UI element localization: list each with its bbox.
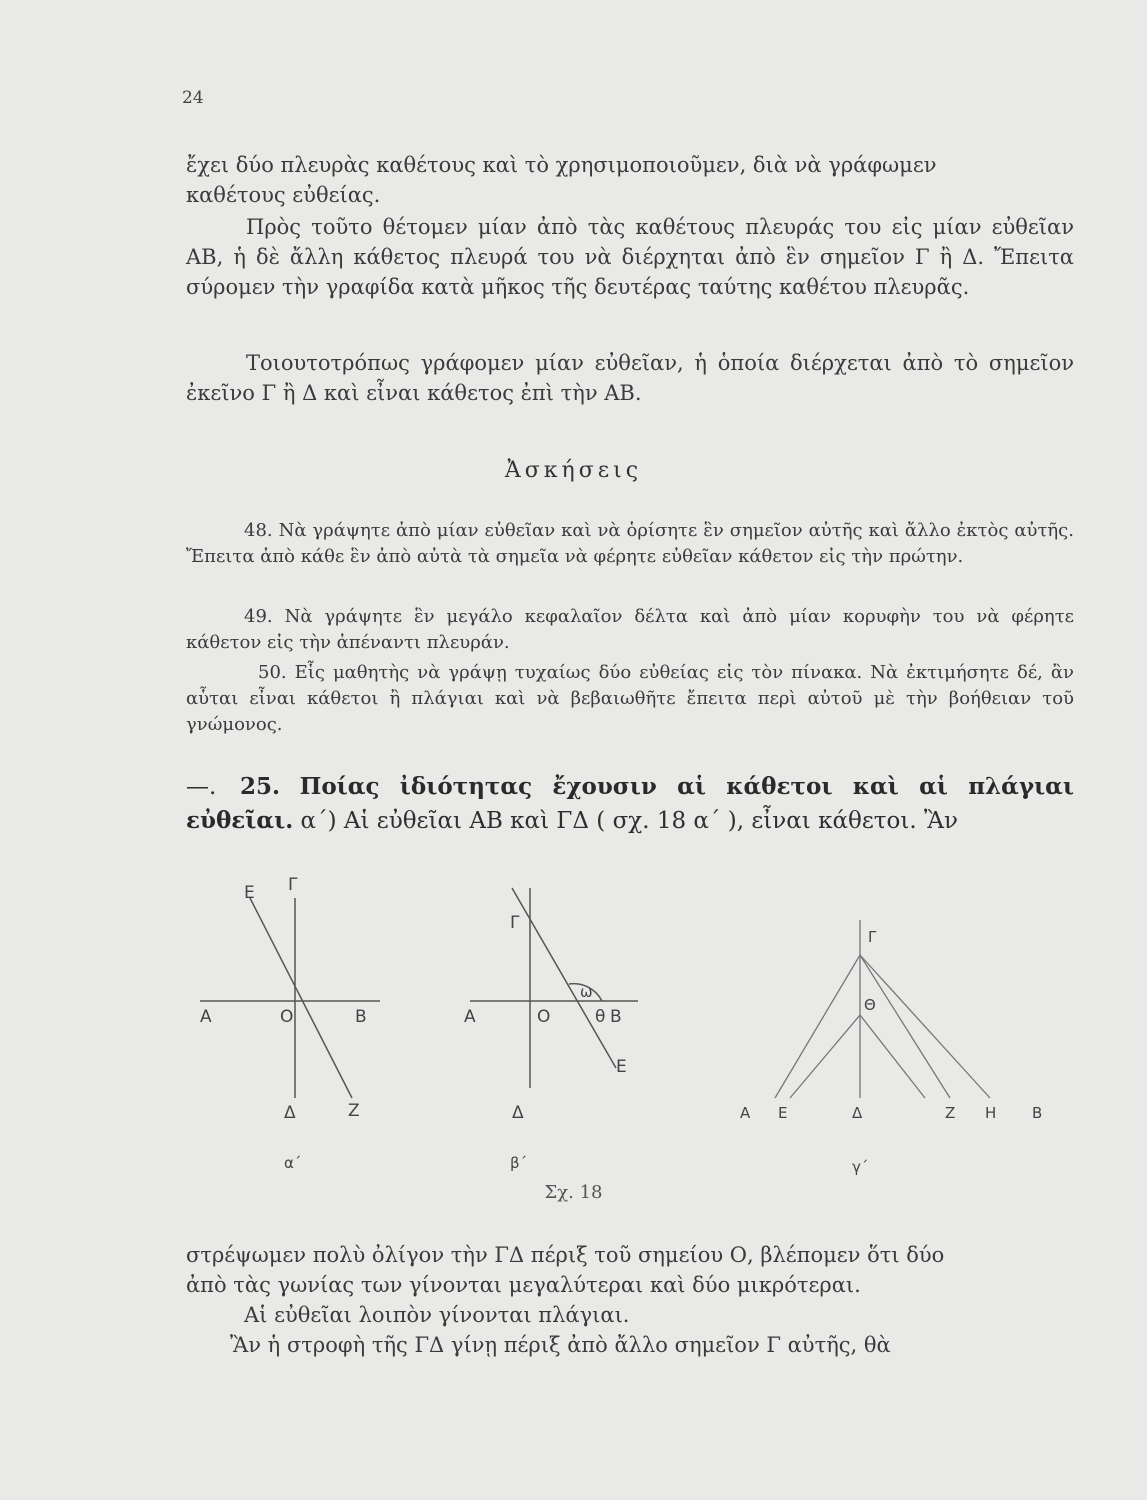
section-text: α΄) Αἱ εὐθεῖαι ΑΒ καὶ ΓΔ ( σχ. 18 α΄ ), εἶναι κάθετοι. Ἂν [300,808,958,834]
label-omega: ω [580,983,593,1001]
label-B: Β [355,1007,367,1027]
bottom-line-2: ἀπὸ τὰς γωνίας των γίνονται μεγαλύτεραι καὶ δύο μικρότεραι. [186,1273,861,1297]
figure-c-lines [775,920,990,1098]
figure-18 [180,860,1080,1220]
label-Z: Ζ [348,1101,360,1121]
figure-b-lines [470,888,638,1088]
paragraph-1 [186,150,1074,210]
label-O: Ο [280,1007,294,1027]
paragraph-1-line-2: καθέτους εὐθείας. [186,183,381,207]
figure-caption: Σχ. 18 [544,1182,603,1203]
exercise-number: 49. [244,606,273,627]
label-E: Ε [778,1104,788,1122]
exercises-heading: Ἀσκήσεις [504,458,643,483]
exercise-number: 50. [258,662,287,683]
label-theta: θ [595,1007,606,1027]
exercise-text: Νὰ γράψητε ἓν μεγάλο κεφαλαῖον δέλτα καὶ ἀπὸ μίαν κορυφὴν του νὰ φέρητε κάθετον εἰς τὴν ἀπέναντι πλευράν. [186,606,1074,653]
label-E: Ε [244,883,255,903]
label-H: Η [985,1104,997,1122]
label-A: Α [200,1007,212,1027]
label-D: Δ [852,1104,863,1122]
label-O: Ο [537,1007,551,1027]
paragraph-3: Τοιουτοτρόπως γράφομεν μίαν εὐθεῖαν, ἡ ὁποία διέρχεται ἀπὸ τὸ σημεῖον ἐκεῖνο Γ ἢ Δ καὶ εἶναι κάθετος ἐπὶ τὴν ΑΒ. [186,351,1074,405]
figure-c-labels [740,928,1042,1176]
paragraph-2: Πρὸς τοῦτο θέτομεν μίαν ἀπὸ τὰς καθέτους πλευράς του εἰς μίαν εὐθεῖαν ΑΒ, ἡ δὲ ἄλλη κάθετος πλευρά του νὰ διέρχηται ἀπὸ ἓν σημεῖον Γ ἢ Δ. Ἔπειτα σύρομεν τὴν γραφίδα κατὰ μῆκος τῆς δευτέρας ταύτης καθέτου πλευρᾶς. [186,215,1074,299]
label-G: Γ [868,928,877,946]
label-G: Γ [510,913,520,933]
figure-a-labels [200,875,367,1172]
label-D: Δ [512,1103,524,1123]
label-Z: Ζ [945,1104,956,1122]
sub-c: γ΄ [852,1158,869,1176]
label-G: Γ [288,875,298,895]
figure-b-labels [464,913,627,1172]
label-Th: Θ [864,996,876,1014]
section-dash: —. [186,774,217,800]
label-E: Ε [616,1057,627,1077]
paragraph-1-line-1: ἔχει δύο πλευρὰς καθέτους καὶ τὸ χρησιμοποιοῦμεν, διὰ νὰ γράφωμεν [186,153,937,177]
label-B: Β [610,1007,622,1027]
section-25 [186,770,1074,838]
exercise-text: Νὰ γράψητε ἀπὸ μίαν εὐθεῖαν καὶ νὰ ὁρίσητε ἓν σημεῖον αὐτῆς καὶ ἄλλο ἐκτὸς αὐτῆς. Ἔπειτα ἀπὸ κάθε ἓν ἀπὸ αὐτὰ τὰ σημεῖα νὰ φέρητε εὐθεῖαν κάθετον εἰς τὴν πρώτην. [186,520,1074,567]
bottom-line-3: Αἱ εὐθεῖαι λοιπὸν γίνονται πλάγιαι. [244,1303,630,1327]
figure-a-lines [200,898,380,1098]
label-B: Β [1032,1104,1043,1122]
page-number: 24 [182,88,204,108]
sub-a: α΄ [284,1154,302,1172]
bottom-paragraph [186,1240,1074,1360]
section-title: Ποίας ἰδιότητας ἔχουσιν αἱ κάθετοι καὶ αἱ πλάγιαι εὐθεῖαι. [186,773,1075,834]
section-number: 25. [240,773,281,800]
exercise-49 [186,604,1074,656]
bottom-line-4: Ἂν ἡ στροφὴ τῆς ΓΔ γίνῃ πέριξ ἀπὸ ἄλλο σημεῖον Γ αὐτῆς, θὰ [230,1333,891,1357]
exercise-48 [186,518,1074,570]
exercise-50 [186,660,1074,738]
label-A: Α [464,1007,476,1027]
exercise-number: 48. [244,520,273,541]
label-D: Δ [284,1103,296,1123]
sub-b: β΄ [510,1154,528,1172]
bottom-line-1: στρέψωμεν πολὺ ὀλίγον τὴν ΓΔ πέριξ τοῦ σημείου Ο, βλέπομεν ὅτι δύο [186,1243,945,1267]
label-A: Α [740,1104,751,1122]
exercise-text: Εἷς μαθητὴς νὰ γράψῃ τυχαίως δύο εὐθείας εἰς τὸν πίνακα. Νὰ ἐκτιμήσητε δέ, ἂν αὗται εἶναι κάθετοι ἢ πλάγιαι καὶ νὰ βεβαιωθῆτε ἔπειτα περὶ αὐτοῦ μὲ τὴν βοήθειαν τοῦ γνώμονος. [186,662,1074,735]
